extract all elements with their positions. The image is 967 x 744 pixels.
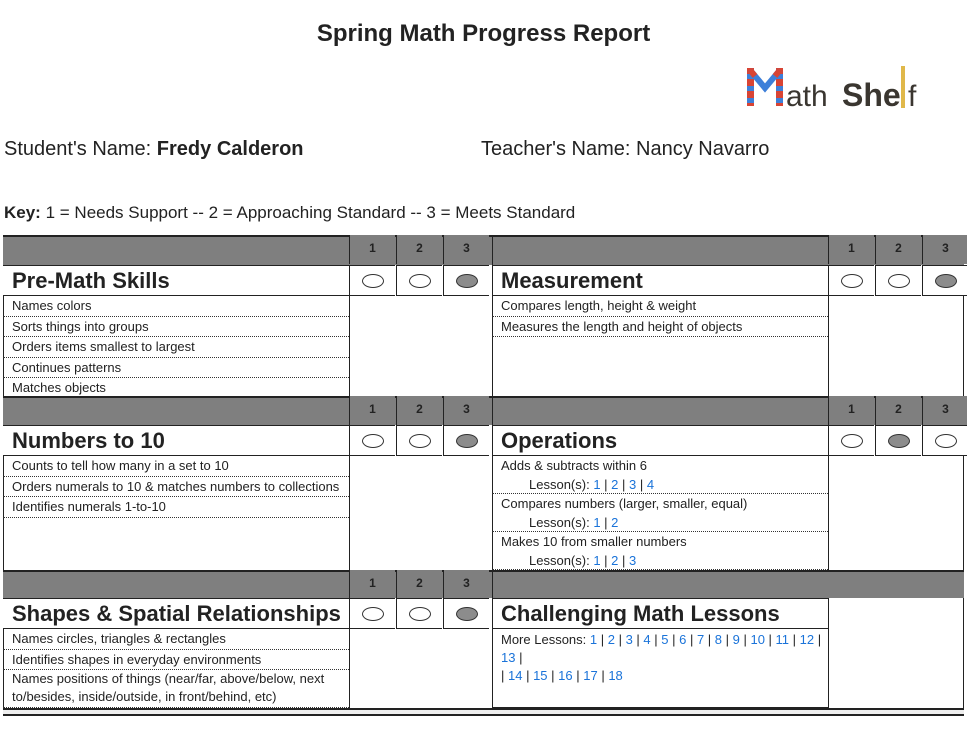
lesson-link[interactable]: 1 <box>589 632 598 647</box>
lesson-link[interactable]: 11 <box>775 632 790 647</box>
rating-oval-empty <box>362 607 384 621</box>
rating-cell-1 <box>349 265 395 296</box>
lesson-link[interactable]: 6 <box>679 632 687 647</box>
skill-item: Orders items smallest to largest <box>3 337 349 358</box>
skill-item: Orders numerals to 10 & matches numbers to collections <box>3 477 349 498</box>
lesson-link[interactable]: 8 <box>714 632 723 647</box>
lesson-label: Lesson(s): <box>529 553 594 568</box>
lesson-link[interactable]: 16 <box>558 668 573 683</box>
scale-header-3: 3 <box>443 396 489 425</box>
key-label: Key: <box>4 203 41 222</box>
lesson-links: Lesson(s): 1 | 2 | 3 | 4 <box>529 477 655 492</box>
rating-oval-empty <box>409 274 431 288</box>
rating-oval-empty <box>841 274 863 288</box>
rating-cell-3 <box>443 265 489 296</box>
section-title-premath: Pre-Math Skills <box>3 265 349 296</box>
scale-header-2: 2 <box>396 235 442 264</box>
column-divider <box>349 425 350 570</box>
lesson-link[interactable]: 9 <box>732 632 740 647</box>
rating-cell-2 <box>875 425 921 456</box>
column-divider <box>349 598 350 708</box>
skill-item <box>492 494 828 532</box>
skill-item: Matches objects <box>3 378 349 399</box>
skill-item: Continues patterns <box>3 358 349 379</box>
scale-header-1: 1 <box>349 570 395 599</box>
rating-cell-2 <box>396 598 442 629</box>
rating-oval-filled <box>456 607 478 621</box>
student-label: Student's Name: <box>4 138 157 160</box>
lesson-links: Lesson(s): 1 | 2 <box>529 515 619 530</box>
lesson-link[interactable]: 2 <box>611 477 619 492</box>
skill-item: Identifies shapes in everyday environments <box>3 650 349 671</box>
rating-oval-filled <box>935 274 957 288</box>
lesson-link[interactable]: 3 <box>629 477 637 492</box>
student-name: Fredy Calderon <box>156 138 304 160</box>
rating-cell-2 <box>396 265 442 296</box>
rating-oval-empty <box>362 434 384 448</box>
rating-cell-3 <box>922 425 967 456</box>
skill-item: Identifies numerals 1-to-10 <box>3 497 349 518</box>
teacher-name: Nancy Navarro <box>636 138 770 160</box>
scale-header-2: 2 <box>396 396 442 425</box>
rating-oval-empty <box>888 274 910 288</box>
teacher-name-line <box>481 138 769 161</box>
rating-cell-1 <box>349 598 395 629</box>
lesson-link[interactable]: 18 <box>608 668 623 683</box>
column-divider <box>349 265 350 396</box>
svg-text:f: f <box>908 80 917 113</box>
scale-header-3: 3 <box>443 570 489 599</box>
lesson-links: Lesson(s): 1 | 2 | 3 <box>529 553 637 568</box>
student-name-line <box>4 138 304 161</box>
lesson-link[interactable]: 4 <box>646 477 655 492</box>
rating-cell-1 <box>828 265 874 296</box>
lesson-link[interactable]: 2 <box>611 553 619 568</box>
skill-item: Sorts things into groups <box>3 317 349 338</box>
rating-cell-3 <box>443 598 489 629</box>
rating-oval-empty <box>362 274 384 288</box>
rating-cell-2 <box>396 425 442 456</box>
skill-item: Compares length, height & weight <box>492 296 828 317</box>
teacher-label: Teacher's Name: <box>481 138 636 160</box>
lesson-link[interactable]: 17 <box>583 668 598 683</box>
column-divider <box>828 425 829 570</box>
scale-header-3: 3 <box>922 396 967 425</box>
skill-item: Counts to tell how many in a set to 10 <box>3 456 349 477</box>
skill-text: Adds & subtracts within 6 <box>501 458 647 473</box>
section-title-challenging: Challenging Math Lessons <box>492 598 828 629</box>
lesson-link[interactable]: 5 <box>661 632 669 647</box>
lesson-link[interactable]: 1 <box>593 553 601 568</box>
lesson-link[interactable]: 15 <box>533 668 548 683</box>
lesson-link[interactable]: 1 <box>593 477 601 492</box>
rating-oval-filled <box>456 434 478 448</box>
lesson-link[interactable]: 3 <box>629 553 637 568</box>
more-lessons-label: More Lessons: <box>501 632 590 647</box>
lesson-link[interactable]: 4 <box>643 632 651 647</box>
lesson-label: Lesson(s): <box>529 477 594 492</box>
rating-key <box>4 203 575 223</box>
section-title-numbers: Numbers to 10 <box>3 425 349 456</box>
rating-cell-1 <box>349 425 395 456</box>
section-title-measurement: Measurement <box>492 265 828 296</box>
page-title: Spring Math Progress Report <box>316 20 651 47</box>
lesson-link[interactable]: 2 <box>611 515 619 530</box>
scale-header-3: 3 <box>922 235 967 264</box>
rating-oval-empty <box>841 434 863 448</box>
math-shelf-logo <box>746 64 926 114</box>
lesson-link[interactable]: 10 <box>750 632 765 647</box>
skill-item: Names positions of things (near/far, above/below, next to/besides, inside/outside, in front/behind, etc) <box>3 670 349 708</box>
rating-cell-3 <box>922 265 967 296</box>
skill-item <box>492 532 828 570</box>
column-divider <box>828 265 829 396</box>
key-text: 1 = Needs Support -- 2 = Approaching Standard -- 3 = Meets Standard <box>40 203 576 222</box>
skill-item <box>492 456 828 494</box>
skill-text: Compares numbers (larger, smaller, equal) <box>501 496 748 511</box>
section-title-operations: Operations <box>492 425 828 456</box>
lesson-link[interactable]: 2 <box>607 632 615 647</box>
lesson-link[interactable]: 3 <box>625 632 633 647</box>
svg-text:She: She <box>842 77 901 113</box>
lesson-link[interactable]: 12 <box>799 632 815 647</box>
skill-item: Names colors <box>3 296 349 317</box>
rating-cell-3 <box>443 425 489 456</box>
lesson-link[interactable]: 14 <box>508 668 523 683</box>
scale-header-2: 2 <box>875 235 921 264</box>
table-bottom-edge <box>3 708 964 716</box>
scale-header-2: 2 <box>875 396 921 425</box>
scale-header-1: 1 <box>828 396 874 425</box>
skill-text: Makes 10 from smaller numbers <box>501 534 687 549</box>
rating-cell-1 <box>828 425 874 456</box>
column-divider <box>828 598 829 708</box>
lesson-link[interactable]: 1 <box>593 515 601 530</box>
rating-oval-filled <box>456 274 478 288</box>
rating-oval-empty <box>409 434 431 448</box>
scale-header-1: 1 <box>349 396 395 425</box>
scale-header-3: 3 <box>443 235 489 264</box>
skill-item: Measures the length and height of objects <box>492 317 828 338</box>
rating-oval-filled <box>888 434 910 448</box>
lesson-link[interactable]: 13 <box>501 650 516 665</box>
logo-m-icon <box>747 68 783 106</box>
scale-header-1: 1 <box>349 235 395 264</box>
svg-text:ath: ath <box>786 80 828 113</box>
scale-header-2: 2 <box>396 570 442 599</box>
section-title-shapes: Shapes & Spatial Relationships <box>3 598 349 629</box>
rating-cell-2 <box>875 265 921 296</box>
scale-header-1: 1 <box>828 235 874 264</box>
skill-item: Names circles, triangles & rectangles <box>3 629 349 650</box>
lesson-label: Lesson(s): <box>529 515 594 530</box>
lesson-link[interactable]: 7 <box>696 632 705 647</box>
rating-oval-empty <box>935 434 957 448</box>
rating-oval-empty <box>409 607 431 621</box>
more-lessons: More Lessons: 1 | 2 | 3 | 4 | 5 | 6 | 7 | 8 | 9 | 10 | 11 | 12 | 13 | | 14 | 15 | 16 | 17 | 18 <box>492 629 828 708</box>
